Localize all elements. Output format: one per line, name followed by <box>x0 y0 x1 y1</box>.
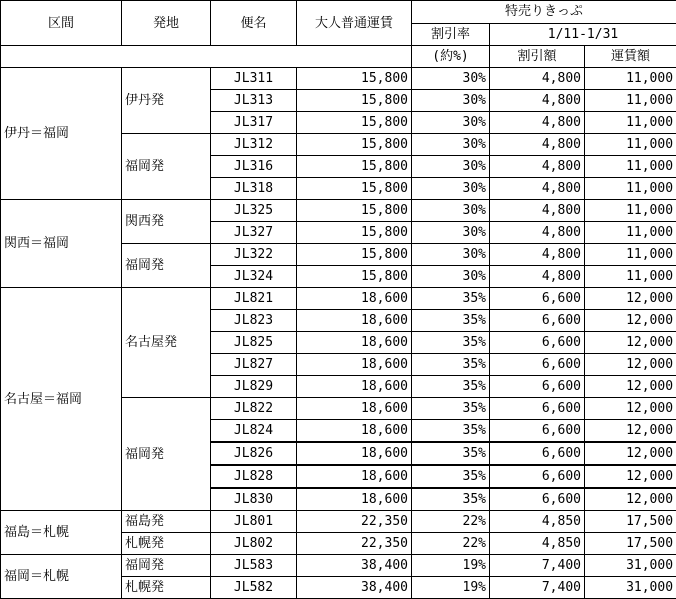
flight-cell: JL324 <box>211 266 297 288</box>
fare-amount-cell: 12,000 <box>585 332 676 354</box>
fare-amount-cell: 12,000 <box>585 488 676 511</box>
fare-amount-cell: 11,000 <box>585 68 676 90</box>
table-row <box>1 288 676 310</box>
normal-fare-cell: 15,800 <box>297 266 412 288</box>
discount-rate-cell: 30% <box>412 244 490 266</box>
origin-cell: 札幌発 <box>122 577 211 599</box>
discount-rate-cell: 30% <box>412 112 490 134</box>
normal-fare-cell: 18,600 <box>297 398 412 420</box>
table-row <box>1 511 676 533</box>
normal-fare-cell: 15,800 <box>297 134 412 156</box>
flight-cell: JL829 <box>211 376 297 398</box>
discount-rate-cell: 22% <box>412 533 490 555</box>
fare-amount-cell: 11,000 <box>585 134 676 156</box>
fare-amount-cell: 12,000 <box>585 310 676 332</box>
normal-fare-cell: 15,800 <box>297 68 412 90</box>
section-cell: 福岡＝札幌 <box>1 555 122 599</box>
fare-amount-cell: 31,000 <box>585 555 676 577</box>
normal-fare-cell: 15,800 <box>297 90 412 112</box>
flight-cell: JL825 <box>211 332 297 354</box>
normal-fare-cell: 18,600 <box>297 288 412 310</box>
header-special-fare: 特売りきっぷ <box>412 1 676 24</box>
discount-amount-cell: 4,800 <box>490 68 585 90</box>
flight-cell: JL802 <box>211 533 297 555</box>
fare-amount-cell: 17,500 <box>585 533 676 555</box>
origin-cell: 名古屋発 <box>122 288 211 398</box>
header-fare-amount: 運賃額 <box>585 46 676 68</box>
flight-cell: JL327 <box>211 222 297 244</box>
fare-amount-cell: 11,000 <box>585 200 676 222</box>
flight-cell: JL823 <box>211 310 297 332</box>
normal-fare-cell: 15,800 <box>297 200 412 222</box>
normal-fare-cell: 15,800 <box>297 156 412 178</box>
discount-rate-cell: 35% <box>412 376 490 398</box>
header-discount-rate <box>412 23 490 46</box>
discount-rate-cell: 35% <box>412 354 490 376</box>
flight-cell: JL311 <box>211 68 297 90</box>
discount-amount-cell: 6,600 <box>490 442 585 465</box>
flight-cell: JL828 <box>211 465 297 488</box>
discount-rate-cell: 30% <box>412 222 490 244</box>
section-cell: 福島＝札幌 <box>1 511 122 555</box>
discount-rate-cell: 35% <box>412 310 490 332</box>
origin-cell: 伊丹発 <box>122 68 211 134</box>
discount-rate-cell: 19% <box>412 577 490 599</box>
discount-amount-cell: 4,800 <box>490 134 585 156</box>
fare-table-body <box>1 68 676 599</box>
discount-amount-cell: 6,600 <box>490 488 585 511</box>
header-discount-rate-sub: (約%) <box>412 46 490 68</box>
discount-amount-cell: 4,850 <box>490 533 585 555</box>
discount-amount-cell: 6,600 <box>490 420 585 443</box>
normal-fare-cell: 18,600 <box>297 354 412 376</box>
normal-fare-cell: 18,600 <box>297 488 412 511</box>
discount-amount-cell: 4,800 <box>490 156 585 178</box>
discount-amount-cell: 4,800 <box>490 244 585 266</box>
discount-amount-cell: 6,600 <box>490 354 585 376</box>
origin-cell: 福岡発 <box>122 398 211 511</box>
fare-amount-cell: 12,000 <box>585 442 676 465</box>
discount-rate-cell: 30% <box>412 90 490 112</box>
fare-amount-cell: 17,500 <box>585 511 676 533</box>
discount-amount-cell: 7,400 <box>490 555 585 577</box>
discount-amount-cell: 4,800 <box>490 222 585 244</box>
fare-amount-cell: 11,000 <box>585 244 676 266</box>
flight-cell: JL801 <box>211 511 297 533</box>
header-discount-amount: 割引額 <box>490 46 585 68</box>
discount-rate-cell: 30% <box>412 266 490 288</box>
flight-cell: JL313 <box>211 90 297 112</box>
fare-amount-cell: 12,000 <box>585 398 676 420</box>
normal-fare-cell: 18,600 <box>297 310 412 332</box>
normal-fare-cell: 15,800 <box>297 178 412 200</box>
origin-cell: 福岡発 <box>122 134 211 200</box>
origin-cell: 関西発 <box>122 200 211 244</box>
header-origin: 発地 <box>122 1 211 46</box>
flight-cell: JL318 <box>211 178 297 200</box>
normal-fare-cell: 15,800 <box>297 244 412 266</box>
normal-fare-cell: 18,600 <box>297 376 412 398</box>
discount-amount-cell: 6,600 <box>490 398 585 420</box>
fare-amount-cell: 12,000 <box>585 288 676 310</box>
normal-fare-cell: 15,800 <box>297 222 412 244</box>
normal-fare-cell: 18,600 <box>297 465 412 488</box>
flight-cell: JL826 <box>211 442 297 465</box>
discount-rate-cell: 35% <box>412 288 490 310</box>
fare-amount-cell: 11,000 <box>585 178 676 200</box>
origin-cell: 福岡発 <box>122 555 211 577</box>
flight-cell: JL325 <box>211 200 297 222</box>
header-section: 区間 <box>1 1 122 46</box>
flight-cell: JL582 <box>211 577 297 599</box>
discount-rate-cell: 35% <box>412 332 490 354</box>
origin-cell: 福島発 <box>122 511 211 533</box>
discount-rate-cell: 19% <box>412 555 490 577</box>
discount-rate-cell: 35% <box>412 488 490 511</box>
header-flight: 便名 <box>211 1 297 46</box>
discount-amount-cell: 6,600 <box>490 332 585 354</box>
fare-amount-cell: 12,000 <box>585 354 676 376</box>
discount-amount-cell: 6,600 <box>490 465 585 488</box>
discount-rate-cell: 35% <box>412 442 490 465</box>
fare-amount-cell: 12,000 <box>585 420 676 443</box>
fare-amount-cell: 12,000 <box>585 465 676 488</box>
origin-cell: 札幌発 <box>122 533 211 555</box>
discount-amount-cell: 4,800 <box>490 178 585 200</box>
header-discount-rate-label: 割引率 <box>431 27 470 42</box>
header-period: 1/11-1/31 <box>490 23 676 46</box>
section-cell: 関西＝福岡 <box>1 200 122 288</box>
normal-fare-cell: 18,600 <box>297 420 412 443</box>
fare-amount-cell: 11,000 <box>585 222 676 244</box>
discount-rate-cell: 30% <box>412 68 490 90</box>
discount-amount-cell: 4,800 <box>490 112 585 134</box>
fare-amount-cell: 11,000 <box>585 266 676 288</box>
fare-amount-cell: 31,000 <box>585 577 676 599</box>
table-row <box>1 68 676 90</box>
flight-cell: JL322 <box>211 244 297 266</box>
fare-amount-cell: 11,000 <box>585 156 676 178</box>
normal-fare-cell: 22,350 <box>297 511 412 533</box>
normal-fare-cell: 15,800 <box>297 112 412 134</box>
normal-fare-cell: 22,350 <box>297 533 412 555</box>
table-row <box>1 200 676 222</box>
fare-amount-cell: 11,000 <box>585 112 676 134</box>
fare-amount-cell: 11,000 <box>585 90 676 112</box>
normal-fare-cell: 18,600 <box>297 442 412 465</box>
header-spacer <box>1 46 412 68</box>
discount-rate-cell: 30% <box>412 156 490 178</box>
discount-rate-cell: 30% <box>412 134 490 156</box>
discount-rate-cell: 35% <box>412 465 490 488</box>
flight-cell: JL316 <box>211 156 297 178</box>
discount-rate-cell: 35% <box>412 420 490 443</box>
flight-cell: JL824 <box>211 420 297 443</box>
flight-cell: JL830 <box>211 488 297 511</box>
header-normal-fare: 大人普通運賃 <box>297 1 412 46</box>
normal-fare-cell: 38,400 <box>297 555 412 577</box>
flight-cell: JL583 <box>211 555 297 577</box>
discount-amount-cell: 7,400 <box>490 577 585 599</box>
discount-amount-cell: 6,600 <box>490 310 585 332</box>
flight-cell: JL821 <box>211 288 297 310</box>
fare-amount-cell: 12,000 <box>585 376 676 398</box>
discount-amount-cell: 4,800 <box>490 266 585 288</box>
section-cell: 名古屋＝福岡 <box>1 288 122 511</box>
discount-amount-cell: 4,800 <box>490 90 585 112</box>
origin-cell: 福岡発 <box>122 244 211 288</box>
section-cell: 伊丹＝福岡 <box>1 68 122 200</box>
flight-cell: JL317 <box>211 112 297 134</box>
normal-fare-cell: 38,400 <box>297 577 412 599</box>
discount-rate-cell: 22% <box>412 511 490 533</box>
discount-amount-cell: 4,850 <box>490 511 585 533</box>
flight-cell: JL827 <box>211 354 297 376</box>
discount-amount-cell: 6,600 <box>490 376 585 398</box>
discount-rate-cell: 30% <box>412 178 490 200</box>
flight-cell: JL822 <box>211 398 297 420</box>
table-row <box>1 555 676 577</box>
discount-rate-cell: 35% <box>412 398 490 420</box>
discount-amount-cell: 4,800 <box>490 200 585 222</box>
discount-rate-cell: 30% <box>412 200 490 222</box>
flight-cell: JL312 <box>211 134 297 156</box>
discount-amount-cell: 6,600 <box>490 288 585 310</box>
normal-fare-cell: 18,600 <box>297 332 412 354</box>
